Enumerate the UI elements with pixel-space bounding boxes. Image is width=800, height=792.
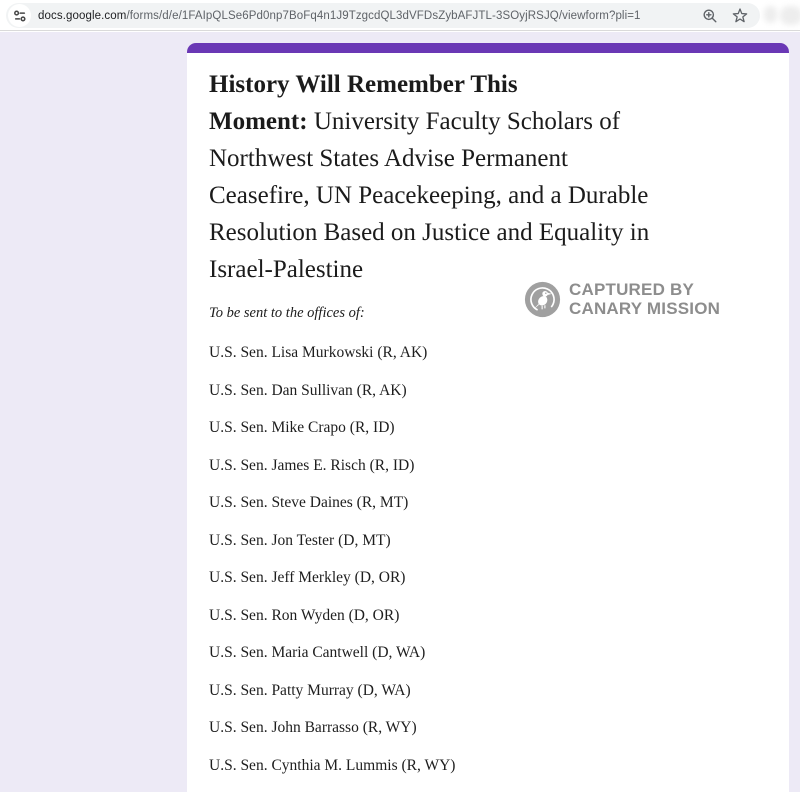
recipient-item: U.S. Sen. Ron Wyden (D, OR)	[209, 606, 400, 624]
recipient-item: U.S. Sen. Jeff Merkley (D, OR)	[209, 569, 406, 586]
watermark-line2: CANARY MISSION	[569, 299, 721, 318]
recipient-item: U.S. Sen. Steve Daines (R, MT)	[209, 494, 409, 511]
recipient-item: U.S. Sen. Mike Crapo (R, ID)	[209, 419, 395, 436]
form-title-line: Ceasefire, UN Peacekeeping, and a Durable	[209, 182, 649, 209]
canary-bird-icon	[524, 281, 561, 318]
form-card	[187, 43, 789, 792]
url-text[interactable]	[38, 10, 702, 22]
recipient-list	[209, 344, 761, 774]
recipient-item: U.S. Sen. Lisa Murkowski (R, AK)	[209, 344, 428, 361]
form-title-line: History Will Remember This	[209, 71, 518, 98]
form-subtitle: To be sent to the offices of:	[209, 305, 365, 321]
site-settings-button[interactable]	[8, 4, 31, 27]
watermark-line1: CAPTURED BY	[569, 280, 694, 299]
url-path: /forms/d/e/1FAIpQLSe6Pd0np7BoFq4n1J9TzgcdQL3dVFDsZybAFJTL-3SOyjRSJQ/viewform?pli=1	[126, 9, 641, 22]
form-theme-accent-bar	[187, 43, 789, 53]
address-bar[interactable]	[6, 3, 760, 28]
watermark-text	[569, 280, 720, 318]
form-title-line: Resolution Based on Justice and Equality in	[209, 219, 650, 246]
blurred-extension-icon[interactable]	[764, 6, 777, 23]
form-title-line: Israel-Palestine	[209, 256, 364, 283]
recipient-item: U.S. Sen. Dan Sullivan (R, AK)	[209, 381, 407, 399]
form-title-line: Northwest States Advise Permanent	[209, 145, 568, 172]
recipient-item: U.S. Sen. Patty Murray (D, WA)	[209, 681, 411, 699]
tune-icon	[13, 9, 27, 23]
recipient-item: U.S. Sen. Maria Cantwell (D, WA)	[209, 644, 426, 661]
recipient-item: U.S. Sen. John Barrasso (R, WY)	[209, 719, 417, 736]
bookmark-star-icon[interactable]	[732, 8, 748, 24]
zoom-in-icon[interactable]	[702, 8, 718, 24]
recipient-item: U.S. Sen. Jon Tester (D, MT)	[209, 531, 391, 549]
recipient-item: U.S. Sen. James E. Risch (R, ID)	[209, 456, 415, 474]
url-domain: docs.google.com	[38, 9, 127, 22]
recipient-item: U.S. Sen. Cynthia M. Lummis (R, WY)	[209, 756, 456, 774]
form-title-line: Moment: University Faculty Scholars of	[209, 108, 621, 135]
canary-mission-watermark	[524, 280, 720, 318]
browser-toolbar	[0, 0, 800, 31]
blurred-profile-avatar[interactable]	[780, 6, 800, 25]
form-page-background	[0, 32, 800, 792]
form-title	[209, 66, 761, 288]
